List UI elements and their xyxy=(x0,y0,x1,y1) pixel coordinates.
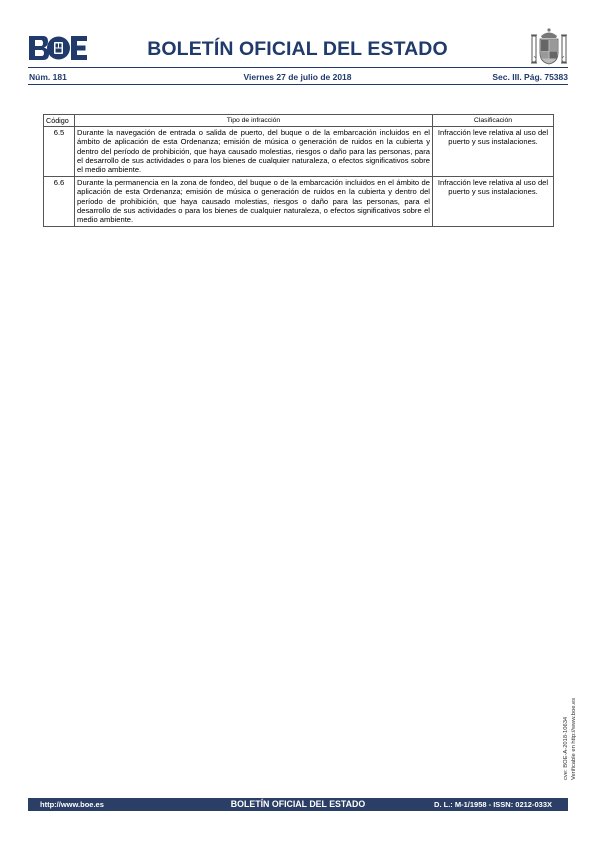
table-header-row xyxy=(44,115,554,127)
footer-issn: D. L.: M-1/1958 - ISSN: 0212-033X xyxy=(434,800,552,809)
footer-bar xyxy=(28,798,568,811)
table-row xyxy=(44,127,554,177)
infraction-code: 6.5 xyxy=(44,127,75,177)
boe-logo-icon xyxy=(28,35,88,61)
table-row xyxy=(44,177,554,227)
column-header-code: Código xyxy=(44,115,75,127)
infraction-code: 6.6 xyxy=(44,177,75,227)
cve-code: cve: BOE-A-2018-10634 xyxy=(563,716,569,780)
coat-of-arms-icon xyxy=(528,26,570,68)
infractions-table xyxy=(43,114,554,227)
issue-number: Núm. 181 xyxy=(29,72,67,82)
infraction-description: Durante la permanencia en la zona de fondeo, del buque o de la embarcación incluidos en el ámbito de aplicación de esta Ordenanza; emisión de música o generación de ruidos en la cubierta y dentro del período de prohibición, que haya causado molestias, riesgos o daño para las personas, para el desarrollo de sus actividades o para los bienes de cualquier naturaleza, o efectos significativos sobre el medio ambiente. xyxy=(75,177,433,227)
issue-date: Viernes 27 de julio de 2018 xyxy=(243,72,352,82)
infraction-classification: Infracción leve relativa al uso del puerto y sus instalaciones. xyxy=(433,127,554,177)
verification-note xyxy=(563,698,578,780)
verify-link[interactable]: Verificable en http://www.boe.es xyxy=(570,697,577,780)
header-top-rule xyxy=(28,67,568,68)
column-header-classification: Clasificación xyxy=(433,115,554,127)
infraction-classification: Infracción leve relativa al uso del puerto y sus instalaciones. xyxy=(433,177,554,227)
column-header-type: Tipo de infracción xyxy=(75,115,433,127)
infraction-description: Durante la navegación de entrada o salida de puerto, del buque o de la embarcación incluidos en el ámbito de aplicación de esta Ordenanza; emisión de música o generación de ruidos en la cubierta y dentro del período de prohibición, que haya causado molestias, riesgos o daño para las personas, para el desarrollo de sus actividades o para los bienes de cualquier naturaleza, o efectos significativos sobre el medio ambiente. xyxy=(75,127,433,177)
footer-title: BOLETÍN OFICIAL DEL ESTADO xyxy=(230,799,366,809)
footer-url-link[interactable]: http://www.boe.es xyxy=(40,800,104,809)
header-bottom-rule xyxy=(28,84,568,85)
section-page: Sec. III. Pág. 75383 xyxy=(492,72,568,82)
page-title: BOLETÍN OFICIAL DEL ESTADO xyxy=(147,38,448,60)
